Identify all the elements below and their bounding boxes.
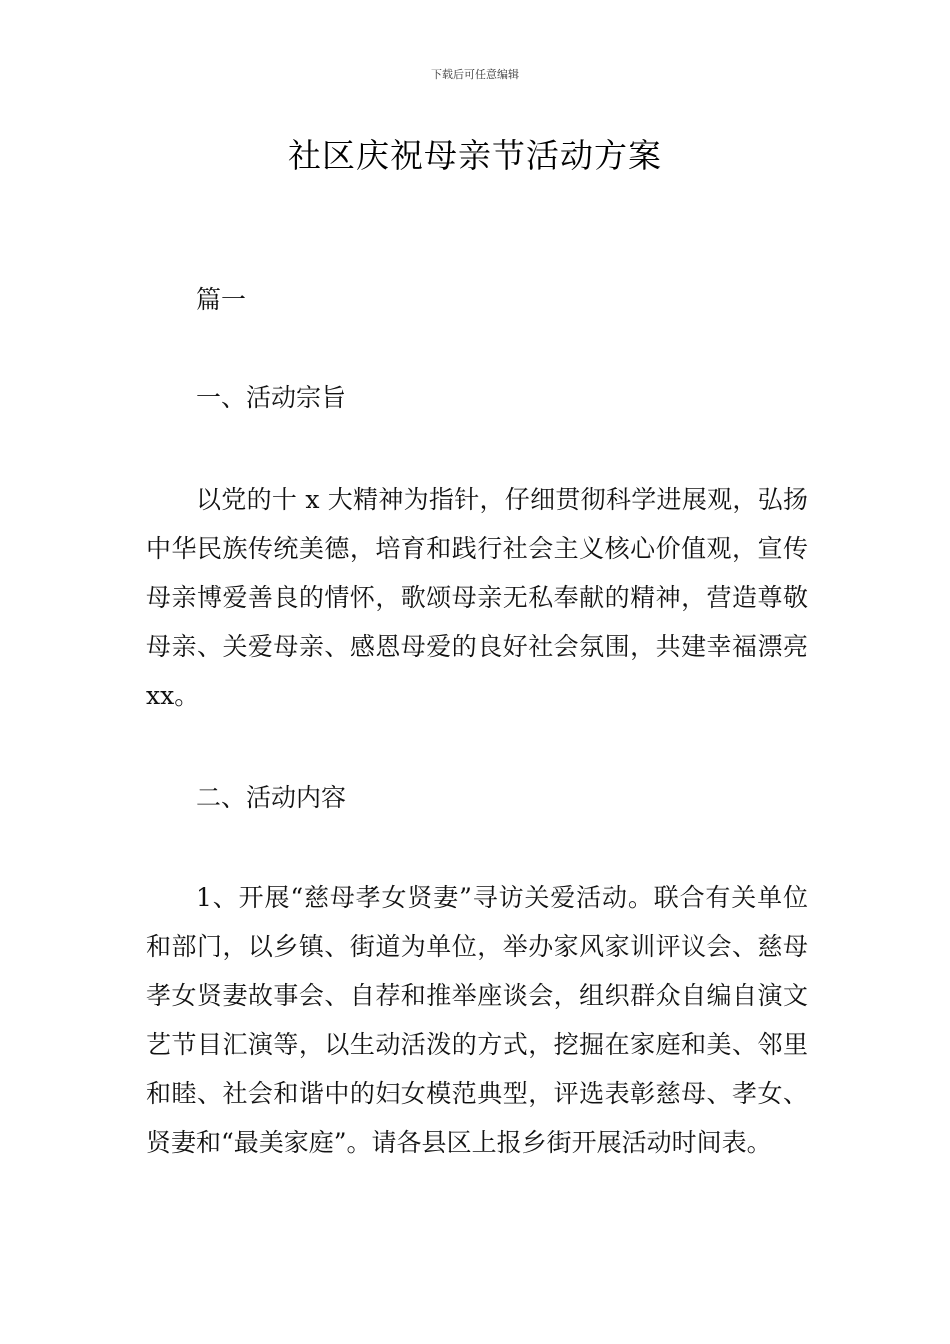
header-note: 下载后可任意编辑 xyxy=(431,68,519,81)
paragraph-purpose: 以党的十 x 大精神为指针，仔细贯彻科学进展观，弘扬中华民族传统美德，培育和践行社会主义核心价值观，宣传母亲博爱善良的情怀，歌颂母亲无私奉献的精神，营造尊敬母亲、关爱母亲、感恩母爱的良好社会氛围，共建幸福漂亮 xx。 xyxy=(146,485,808,710)
paragraph-content-1: 1、开展“慈母孝女贤妻”寻访关爱活动。联合有关单位和部门，以乡镇、街道为单位，举办家风家训评议会、慈母孝女贤妻故事会、自荐和推举座谈会，组织群众自编自演文艺节目汇演等，以生动活泼的方式，挖掘在家庭和美、邻里和睦、社会和谐中的妇女模范典型，评选表彰慈母、孝女、贤妻和“最美家庭”。请各县区上报乡街开展活动时间表。 xyxy=(146,883,808,1157)
section-label: 篇一 xyxy=(196,285,247,314)
document-title: 社区庆祝母亲节活动方案 xyxy=(288,136,662,175)
heading-content: 二、活动内容 xyxy=(196,783,347,812)
heading-purpose: 一、活动宗旨 xyxy=(196,383,347,412)
